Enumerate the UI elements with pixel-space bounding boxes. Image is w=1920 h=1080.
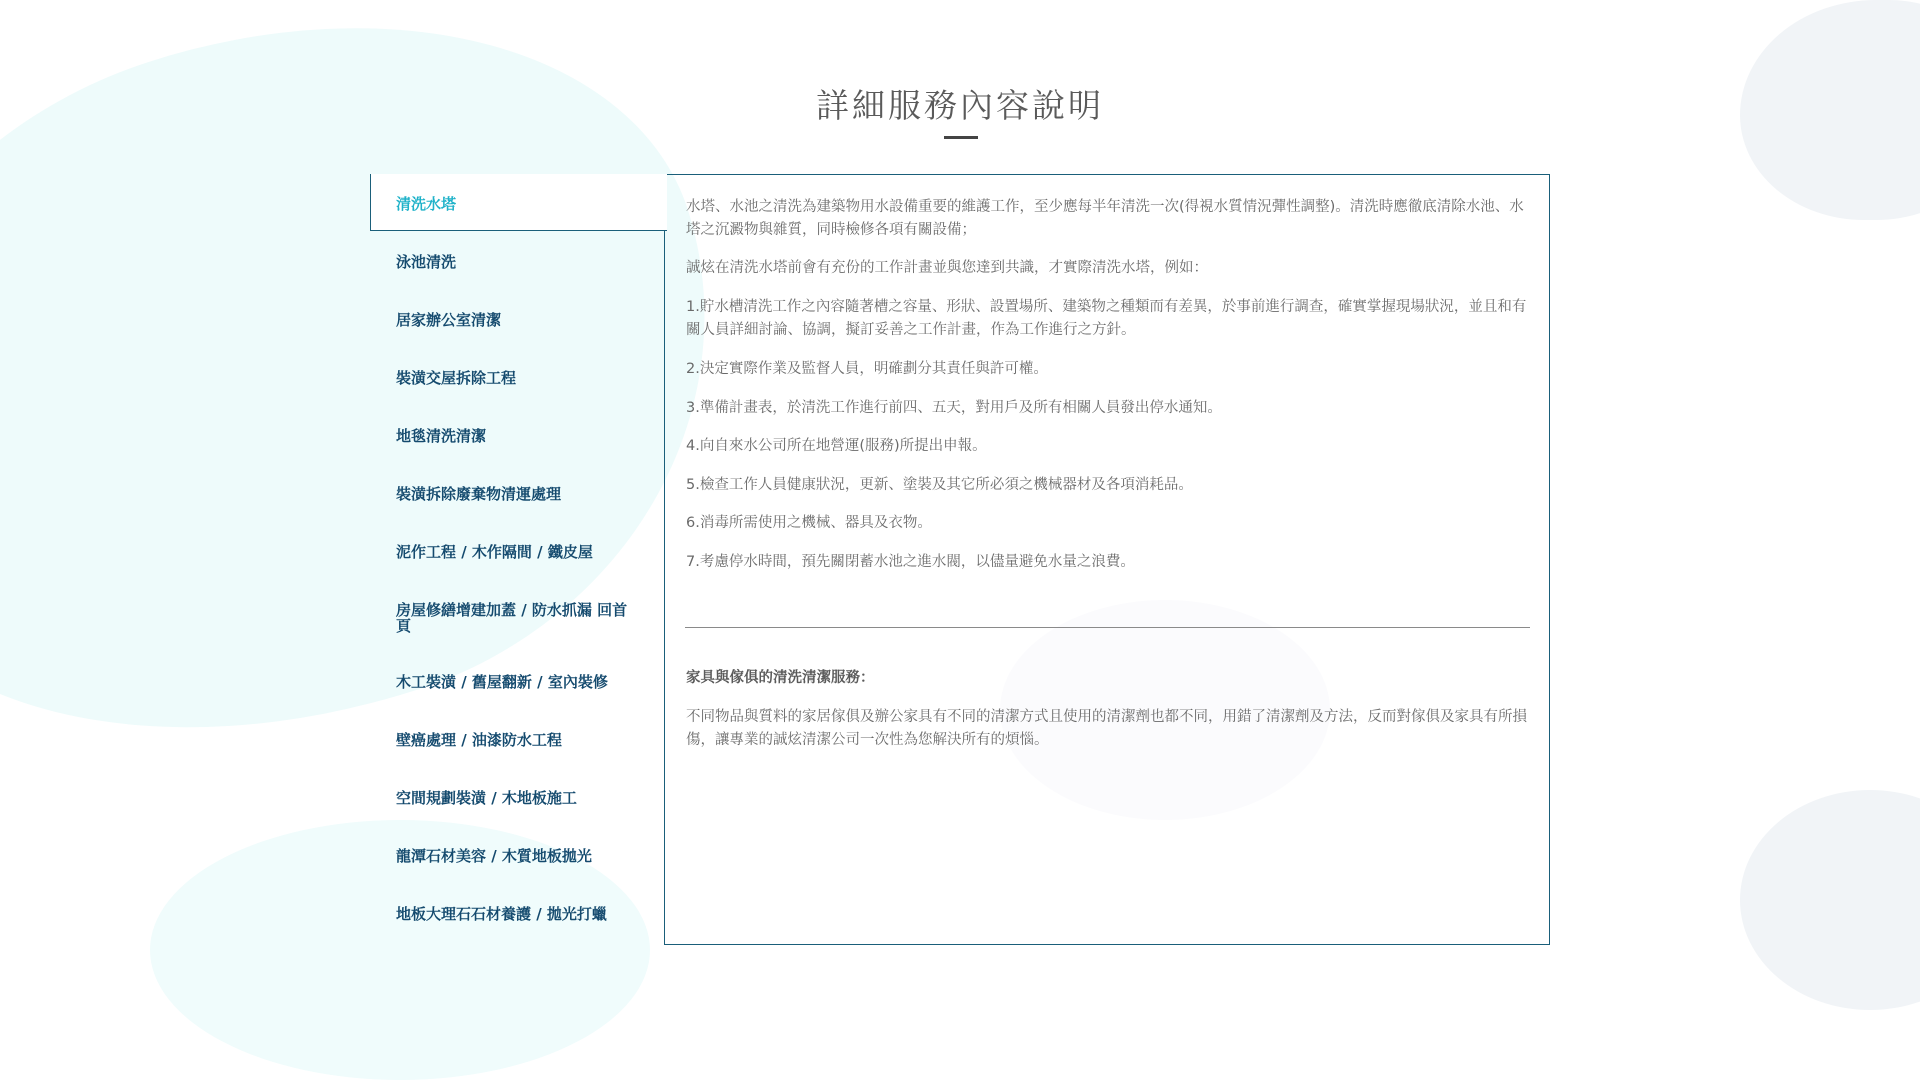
tab-water-tower-cleaning[interactable]: 清洗水塔 (396, 195, 457, 213)
step-item: 5.檢查工作人員健康狀況，更新、塗裝及其它所必須之機械器材及各項消耗品。 (686, 477, 1193, 493)
tab-renovation-demolition[interactable]: 裝潢交屋拆除工程 (396, 369, 517, 387)
tab-carpet-cleaning[interactable]: 地毯清洗清潔 (396, 427, 487, 445)
tab-waste-removal[interactable]: 裝潢拆除廢棄物清運處理 (396, 485, 562, 503)
tab-stone-floor-polish[interactable]: 龍潭石材美容 / 木質地板拋光 (396, 847, 592, 865)
tab-carpentry-renovation[interactable]: 木工裝潢 / 舊屋翻新 / 室內裝修 (396, 673, 608, 691)
tab-space-planning-floor[interactable]: 空間規劃裝潢 / 木地板施工 (396, 789, 577, 807)
tab-masonry-partition[interactable]: 泥作工程 / 木作隔間 / 鐵皮屋 (396, 543, 593, 561)
tab-marble-maintenance[interactable]: 地板大理石石材養護 / 拋光打蠟 (396, 905, 607, 923)
furniture-paragraph: 不同物品與質料的家居傢俱及辦公家具有不同的清潔方式且使用的清潔劑也都不同，用錯了清潔劑及方法，反而對傢俱及家具有所損傷，讓專業的誠炫清潔公司一次性為您解決所有的煩惱。 (686, 709, 1527, 748)
background-blob (1740, 790, 1920, 1010)
step-item: 6.消毒所需使用之機械、器具及衣物。 (686, 515, 932, 531)
page-title: 詳細服務內容說明 (816, 86, 1104, 126)
step-item: 3.準備計畫表，於清洗工作進行前四、五天，對用戶及所有相關人員發出停水通知。 (686, 400, 1222, 416)
section-divider (685, 627, 1530, 628)
step-item: 4.向自來水公司所在地營運(服務)所提出申報。 (686, 438, 987, 454)
step-item: 7.考慮停水時間，預先關閉蓄水池之進水閥，以儘量避免水量之浪費。 (686, 554, 1135, 570)
step-item: 1.貯水槽清洗工作之內容隨著槽之容量、形狀、設置場所、建築物之種類而有差異，於事前進行調查，確實掌握現場狀況，並且和有關人員詳細討論、協調，擬訂妥善之工作計畫，作為工作進行之方針。 (686, 299, 1527, 338)
furniture-heading: 家具與傢俱的清洗清潔服務： (686, 670, 875, 686)
intro-paragraph: 水塔、水池之清洗為建築物用水設備重要的維護工作，至少應每半年清洗一次(得視水質情況彈性調整)。清洗時應徹底清除水池、水塔之沉澱物與雜質，同時檢修各項有關設備； (686, 199, 1524, 238)
step-item: 2.決定實際作業及監督人員，明確劃分其責任與許可權。 (686, 361, 1048, 377)
tab-home-office-cleaning[interactable]: 居家辦公室清潔 (396, 311, 502, 329)
tab-wall-cancer-paint[interactable]: 壁癌處理 / 油漆防水工程 (396, 731, 562, 749)
lead-paragraph: 誠炫在清洗水塔前會有充份的工作計畫並與您達到共識，才實際清洗水塔，例如： (686, 260, 1208, 276)
title-underline (944, 136, 978, 139)
tab-pool-cleaning[interactable]: 泳池清洗 (396, 253, 457, 271)
tab-house-repair-waterproof[interactable]: 房屋修繕增建加蓋 / 防水抓漏 回首頁 (396, 601, 628, 635)
